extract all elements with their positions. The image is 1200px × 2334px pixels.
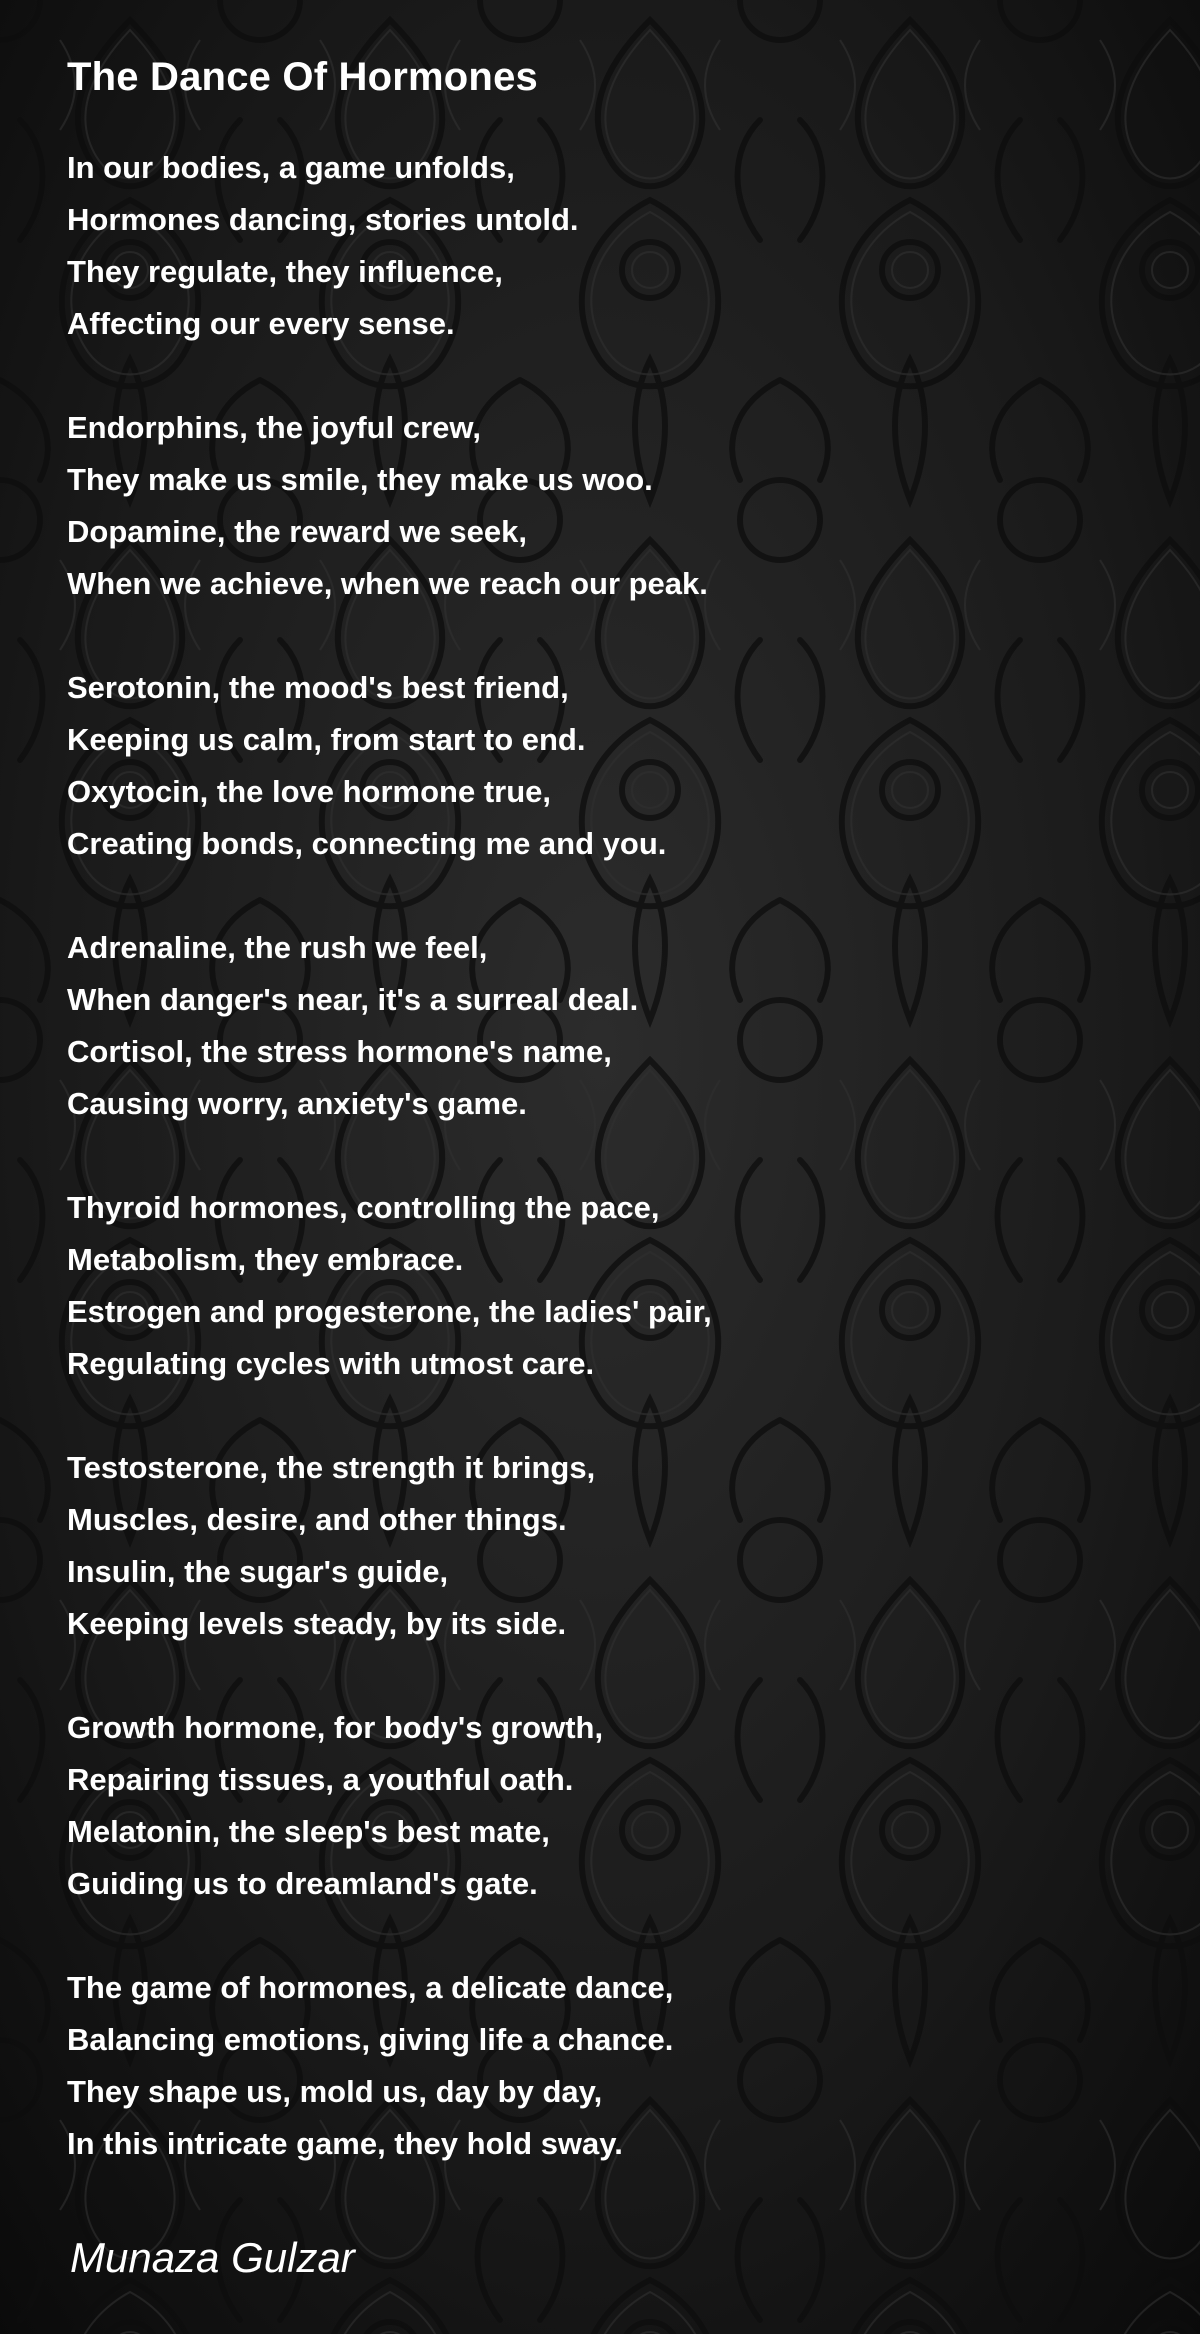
poem-line: When danger's near, it's a surreal deal. xyxy=(67,982,639,1017)
stanza xyxy=(67,1702,1200,1910)
poem-line: In our bodies, a game unfolds, xyxy=(67,150,515,185)
poem-author: Munaza Gulzar xyxy=(70,2234,355,2281)
poem-line: Repairing tissues, a youthful oath. xyxy=(67,1762,574,1797)
poem-line: Dopamine, the reward we seek, xyxy=(67,514,528,549)
stanza xyxy=(67,142,1200,350)
poem-line: Muscles, desire, and other things. xyxy=(67,1502,567,1537)
stanza xyxy=(67,402,1200,610)
poem-line: Endorphins, the joyful crew, xyxy=(67,410,481,445)
poem-line: Creating bonds, connecting me and you. xyxy=(67,826,667,861)
stanza xyxy=(67,1442,1200,1650)
poem-line: Keeping levels steady, by its side. xyxy=(67,1606,567,1641)
poem-line: Oxytocin, the love hormone true, xyxy=(67,774,552,809)
poem-line: Growth hormone, for body's growth, xyxy=(67,1710,604,1745)
poem-line: Serotonin, the mood's best friend, xyxy=(67,670,569,705)
stanza xyxy=(67,1962,1200,2170)
poem-line: Guiding us to dreamland's gate. xyxy=(67,1866,538,1901)
poem-line: Regulating cycles with utmost care. xyxy=(67,1346,595,1381)
poem-line: They regulate, they influence, xyxy=(67,254,503,289)
stanza xyxy=(67,922,1200,1130)
poem-line: Hormones dancing, stories untold. xyxy=(67,202,579,237)
poem-line: They shape us, mold us, day by day, xyxy=(67,2074,603,2109)
poem-line: When we achieve, when we reach our peak. xyxy=(67,566,708,601)
poem-line: Estrogen and progesterone, the ladies' pair, xyxy=(67,1294,712,1329)
poem-line: Causing worry, anxiety's game. xyxy=(67,1086,527,1121)
poem-line: The game of hormones, a delicate dance, xyxy=(67,1970,674,2005)
poem-line: Cortisol, the stress hormone's name, xyxy=(67,1034,612,1069)
stanza xyxy=(67,662,1200,870)
poem-title: The Dance Of Hormones xyxy=(67,55,538,99)
poem-line: Keeping us calm, from start to end. xyxy=(67,722,586,757)
poem-line: Balancing emotions, giving life a chance. xyxy=(67,2022,674,2057)
stanza xyxy=(67,1182,1200,1390)
poem-line: Adrenaline, the rush we feel, xyxy=(67,930,488,965)
poem-line: They make us smile, they make us woo. xyxy=(67,462,653,497)
poem-line: Insulin, the sugar's guide, xyxy=(67,1554,449,1589)
poem-line: In this intricate game, they hold sway. xyxy=(67,2126,623,2161)
poem-line: Melatonin, the sleep's best mate, xyxy=(67,1814,550,1849)
poem-line: Thyroid hormones, controlling the pace, xyxy=(67,1190,660,1225)
poem-line: Metabolism, they embrace. xyxy=(67,1242,464,1277)
poem-line: Testosterone, the strength it brings, xyxy=(67,1450,596,1485)
poem-line: Affecting our every sense. xyxy=(67,306,455,341)
